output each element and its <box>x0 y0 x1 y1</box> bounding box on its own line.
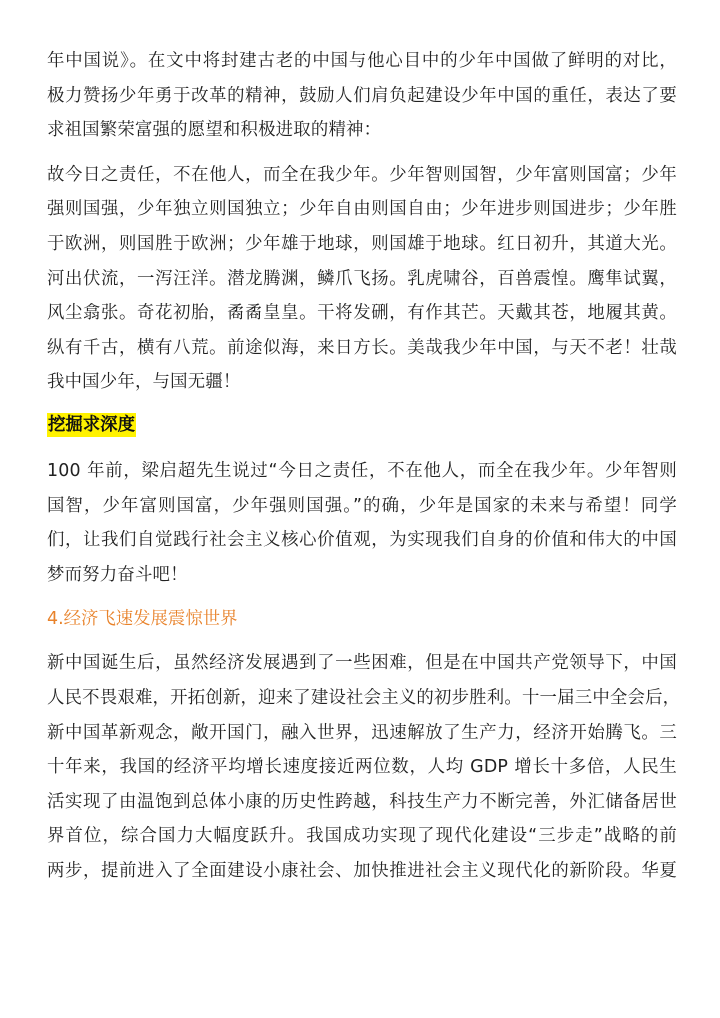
reflection-paragraph <box>47 454 677 592</box>
text-line: 人民不畏艰难，开拓创新，迎来了建设社会主义的初步胜利。十一届三中全会后， <box>47 687 681 708</box>
quote-paragraph <box>47 158 677 400</box>
text-line: 河出伏流，一泻汪洋。潜龙腾渊，鳞爪飞扬。乳虎啸谷，百兽震惶。鹰隼试翼， <box>47 268 677 289</box>
text-line: 们，让我们自觉践行社会主义核心价值观，为实现我们自身的价值和伟大的中国 <box>47 530 677 551</box>
text-line: 年中国说》。在文中将封建古老的中国与他心目中的少年中国做了鲜明的对比， <box>47 51 677 71</box>
intro-paragraph <box>47 44 677 148</box>
text-line: 两步，提前进入了全面建设小康社会、加快推进社会主义现代化的新阶段。华夏 <box>47 860 677 881</box>
text-line: 求祖国繁荣富强的愿望和积极进取的精神： <box>47 120 382 141</box>
text-line: 十年来，我国的经济平均增长速度接近两位数，人均 GDP 增长十多倍，人民生 <box>47 757 677 778</box>
text-line: 纵有千古，横有八荒。前途似海，来日方长。美哉我少年中国，与天不老！壮哉 <box>47 337 677 358</box>
text-line: 新中国革新观念，敞开国门，融入世界，迅速解放了生产力，经济开始腾飞。三 <box>47 722 677 743</box>
text-line: 强则国强，少年独立则国独立；少年自由则国自由；少年进步则国进步；少年胜 <box>47 199 677 220</box>
economy-paragraph <box>47 646 681 888</box>
text-line: 故今日之责任，不在他人，而全在我少年。少年智则国智，少年富则国富；少年 <box>47 164 677 185</box>
text-line: 国智，少年富则国富，少年强则国强。”的确，少年是国家的未来与希望！同学 <box>47 495 677 516</box>
highlight-heading: 挖掘求深度 <box>48 414 135 435</box>
text-line: 界首位，综合国力大幅度跃升。我国成功实现了现代化建设“三步走”战略的前 <box>47 826 677 847</box>
highlight-heading-row <box>47 408 677 442</box>
text-line: 于欧洲，则国胜于欧洲；少年雄于地球，则国雄于地球。红日初升，其道大光。 <box>47 233 677 254</box>
document-page <box>47 44 681 888</box>
text-line: 极力赞扬少年勇于改革的精神，鼓励人们肩负起建设少年中国的重任，表达了要 <box>47 85 677 106</box>
text-line: 活实现了由温饱到总体小康的历史性跨越，科技生产力不断完善，外汇储备居世 <box>47 791 677 812</box>
text-line: 梦而努力奋斗吧！ <box>47 564 188 585</box>
text-line: 风尘翕张。奇花初胎，矞矞皇皇。干将发硎，有作其芒。天戴其苍，地履其黄。 <box>47 303 677 324</box>
text-line: 新中国诞生后，虽然经济发展遇到了一些困难，但是在中国共产党领导下，中国 <box>47 653 677 674</box>
text-line: 我中国少年，与国无疆！ <box>47 372 241 393</box>
text-line: 100 年前，梁启超先生说过“今日之责任，不在他人，而全在我少年。少年智则 <box>47 460 677 481</box>
section-title: 4.经济飞速发展震惊世界 <box>47 609 238 630</box>
